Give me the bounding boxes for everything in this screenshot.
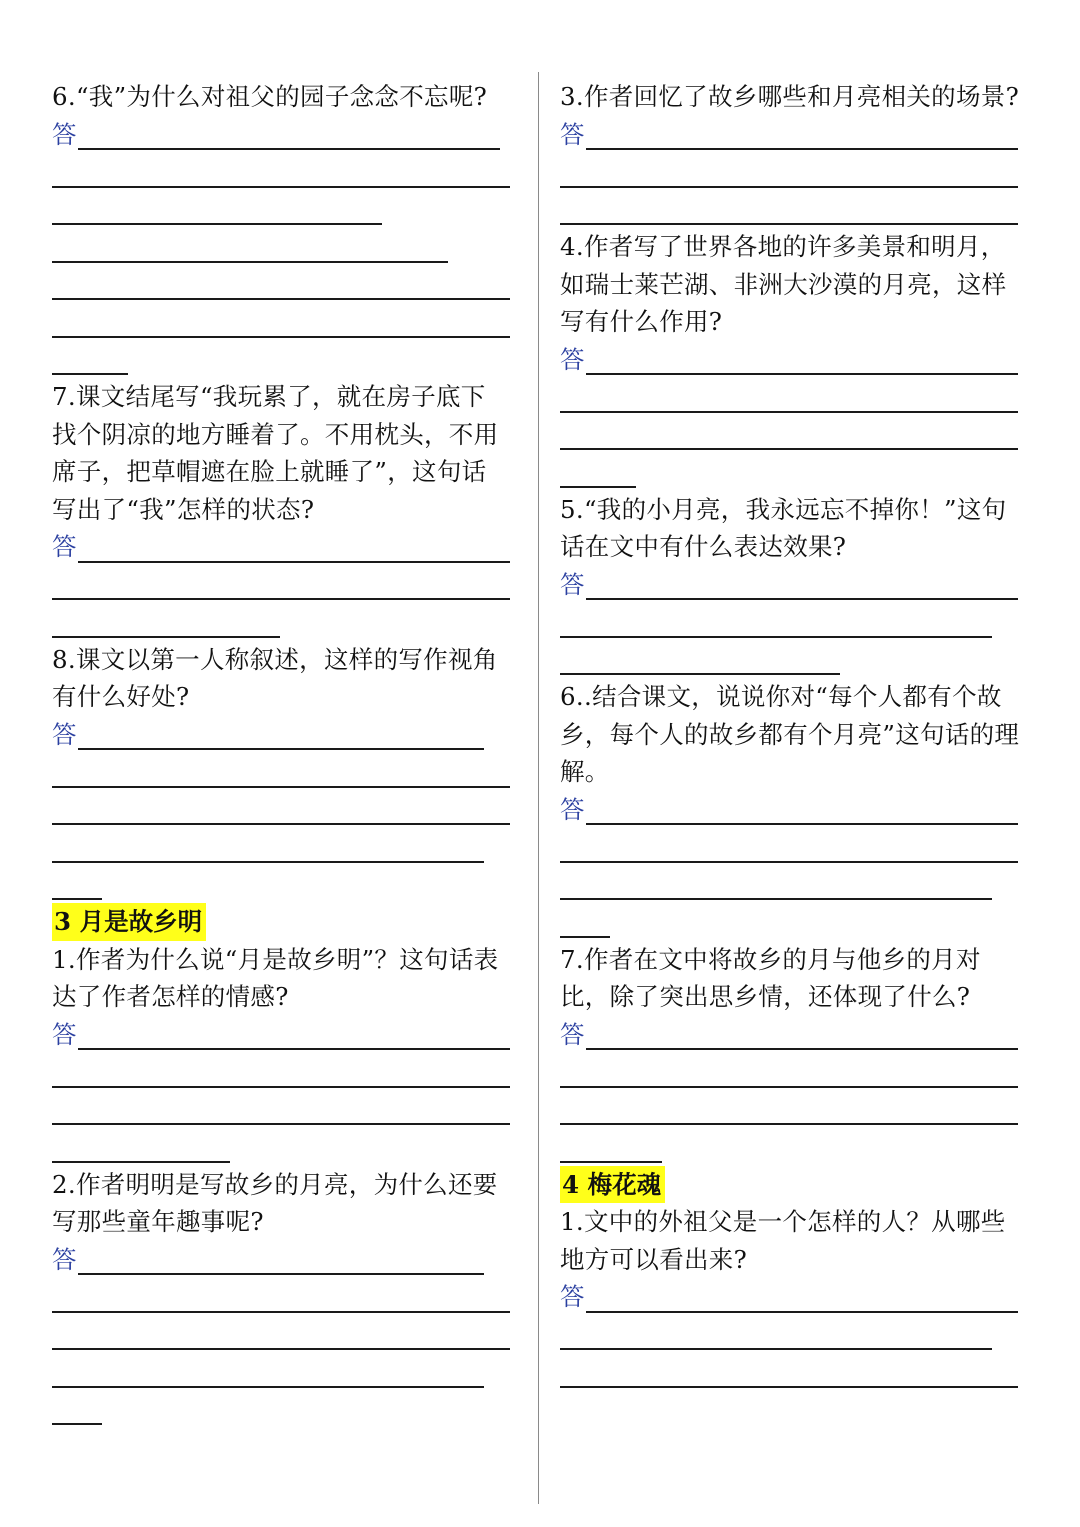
answer-line[interactable] (560, 411, 1018, 413)
answer-row (52, 603, 510, 641)
answer-line[interactable] (560, 1123, 1018, 1125)
answer-line[interactable] (52, 1348, 510, 1350)
answer-row (560, 453, 1022, 491)
question-block (52, 641, 510, 904)
answer-line[interactable] (78, 148, 500, 150)
answer-line[interactable] (52, 298, 510, 300)
question-block (560, 678, 1022, 941)
question-text: 8.课文以第一人称叙述，这样的写作视角有什么好处? (52, 644, 498, 711)
answer-row (52, 1053, 510, 1091)
answer-line[interactable] (52, 223, 382, 225)
answer-line[interactable] (586, 1311, 1018, 1313)
question-block (52, 378, 510, 641)
answer-line[interactable] (560, 861, 1018, 863)
question-block (52, 78, 510, 378)
answer-label: 答 (52, 719, 77, 749)
question-text: 1.作者为什么说“月是故乡明”？这句话表达了作者怎样的情感? (52, 944, 499, 1011)
answer-line[interactable] (586, 598, 1018, 600)
answer-label: 答 (560, 1282, 585, 1311)
section-heading: 4 梅花魂 (560, 1166, 665, 1204)
answer-row (52, 1391, 510, 1429)
answer-row (52, 1091, 510, 1129)
answer-line[interactable] (560, 1161, 662, 1163)
answer-row (52, 1278, 510, 1316)
answer-line[interactable] (52, 336, 510, 338)
answer-label: 答 (52, 1019, 77, 1049)
question-block (52, 941, 510, 1166)
answer-row (52, 1353, 510, 1391)
answer-label: 答 (52, 119, 77, 149)
answer-row (560, 1316, 1022, 1354)
answer-label: 答 (560, 119, 585, 149)
answer-row (560, 866, 1022, 904)
answer-row (52, 1316, 510, 1354)
answer-row (560, 116, 1022, 154)
answer-row (52, 828, 510, 866)
answer-line[interactable] (52, 261, 448, 263)
answer-line[interactable] (560, 936, 610, 938)
answer-label: 答 (52, 1244, 77, 1274)
answer-line[interactable] (78, 1273, 484, 1275)
question-block (52, 1166, 510, 1429)
answer-line[interactable] (52, 786, 510, 788)
answer-row (560, 641, 1022, 679)
answer-row (560, 1278, 1022, 1316)
answer-line[interactable] (560, 898, 992, 900)
answer-row (560, 791, 1022, 829)
answer-line[interactable] (560, 673, 840, 675)
answer-row (560, 903, 1022, 941)
answer-line[interactable] (560, 186, 1018, 188)
question-text: 4.作者写了世界各地的许多美景和明月，如瑞士莱芒湖、非洲大沙漠的月亮，这样写有什么作用? (560, 232, 1007, 336)
answer-row (52, 753, 510, 791)
answer-line[interactable] (560, 1348, 992, 1350)
answer-line[interactable] (560, 448, 1018, 450)
answer-row (560, 828, 1022, 866)
question-block (560, 228, 1022, 491)
question-block (560, 941, 1022, 1166)
answer-line[interactable] (52, 1386, 484, 1388)
answer-line[interactable] (560, 223, 1018, 225)
answer-row (560, 566, 1022, 604)
section-heading: 3 月是故乡明 (52, 903, 206, 941)
answer-row (560, 153, 1022, 191)
answer-row (52, 716, 510, 754)
answer-row (560, 416, 1022, 454)
answer-line[interactable] (52, 861, 484, 863)
answer-row (52, 866, 510, 904)
question-text: 7.作者在文中将故乡的月与他乡的月对比，除了突出思乡情，还体现了什么? (560, 944, 981, 1011)
answer-line[interactable] (560, 1086, 1018, 1088)
answer-row (52, 153, 510, 191)
question-text: 6..结合课文，说说你对“每个人都有个故乡，每个人的故乡都有个月亮”这句话的理解。 (560, 682, 1020, 786)
answer-row (560, 1128, 1022, 1166)
answer-line[interactable] (586, 373, 1018, 375)
answer-line[interactable] (52, 636, 280, 638)
answer-label: 答 (52, 532, 77, 561)
question-text: 3.作者回忆了故乡哪些和月亮相关的场景? (560, 82, 1020, 111)
answer-label: 答 (560, 1019, 585, 1049)
answer-line[interactable] (78, 561, 510, 563)
answer-line[interactable] (586, 823, 1018, 825)
answer-row (560, 1016, 1022, 1054)
answer-row (52, 1016, 510, 1054)
answer-row (560, 1053, 1022, 1091)
question-block (560, 1203, 1022, 1391)
answer-line[interactable] (52, 1311, 510, 1313)
left-column (52, 78, 510, 1428)
column-divider (538, 72, 539, 1504)
answer-line[interactable] (52, 898, 102, 900)
answer-row (52, 1128, 510, 1166)
question-block (560, 78, 1022, 228)
answer-line[interactable] (52, 823, 510, 825)
answer-line[interactable] (586, 1048, 1018, 1050)
question-block (560, 491, 1022, 679)
answer-row (560, 603, 1022, 641)
answer-line[interactable] (78, 748, 484, 750)
answer-label: 答 (560, 344, 585, 374)
answer-row (52, 791, 510, 829)
answer-line[interactable] (52, 1423, 102, 1425)
answer-label: 答 (560, 794, 585, 824)
answer-row (560, 1091, 1022, 1129)
answer-row (52, 303, 510, 341)
answer-line[interactable] (586, 148, 1018, 150)
answer-line[interactable] (52, 1086, 510, 1088)
answer-line[interactable] (52, 373, 128, 375)
answer-row (52, 228, 510, 266)
answer-row (52, 528, 510, 566)
answer-row (560, 1353, 1022, 1391)
answer-label: 答 (560, 569, 585, 599)
answer-row (52, 191, 510, 229)
answer-row (52, 341, 510, 379)
answer-row (560, 341, 1022, 379)
answer-row (52, 1241, 510, 1279)
answer-line[interactable] (52, 1123, 510, 1125)
answer-row (52, 566, 510, 604)
question-text: 6.“我”为什么对祖父的园子念念不忘呢? (52, 82, 488, 111)
section-heading-block (52, 903, 510, 941)
question-text: 5.“我的小月亮，我永远忘不掉你！”这句话在文中有什么表达效果? (560, 494, 1007, 561)
question-text: 1.文中的外祖父是一个怎样的人？从哪些地方可以看出来? (560, 1207, 1006, 1274)
right-column (560, 78, 1022, 1391)
answer-line[interactable] (78, 1048, 510, 1050)
answer-line[interactable] (560, 486, 636, 488)
answer-line[interactable] (560, 636, 992, 638)
answer-row (52, 116, 510, 154)
question-text: 7.课文结尾写“我玩累了，就在房子底下找个阴凉的地方睡着了。不用枕头，不用席子，把草帽遮在脸上就睡了”，这句话写出了“我”怎样的状态? (52, 382, 499, 524)
answer-row (52, 266, 510, 304)
answer-line[interactable] (52, 186, 510, 188)
answer-line[interactable] (560, 1386, 1018, 1388)
question-text: 2.作者明明是写故乡的月亮，为什么还要写那些童年趣事呢? (52, 1169, 498, 1236)
answer-line[interactable] (52, 598, 510, 600)
section-heading-block (560, 1166, 1022, 1204)
answer-row (560, 378, 1022, 416)
answer-row (560, 191, 1022, 229)
answer-line[interactable] (52, 1161, 230, 1163)
